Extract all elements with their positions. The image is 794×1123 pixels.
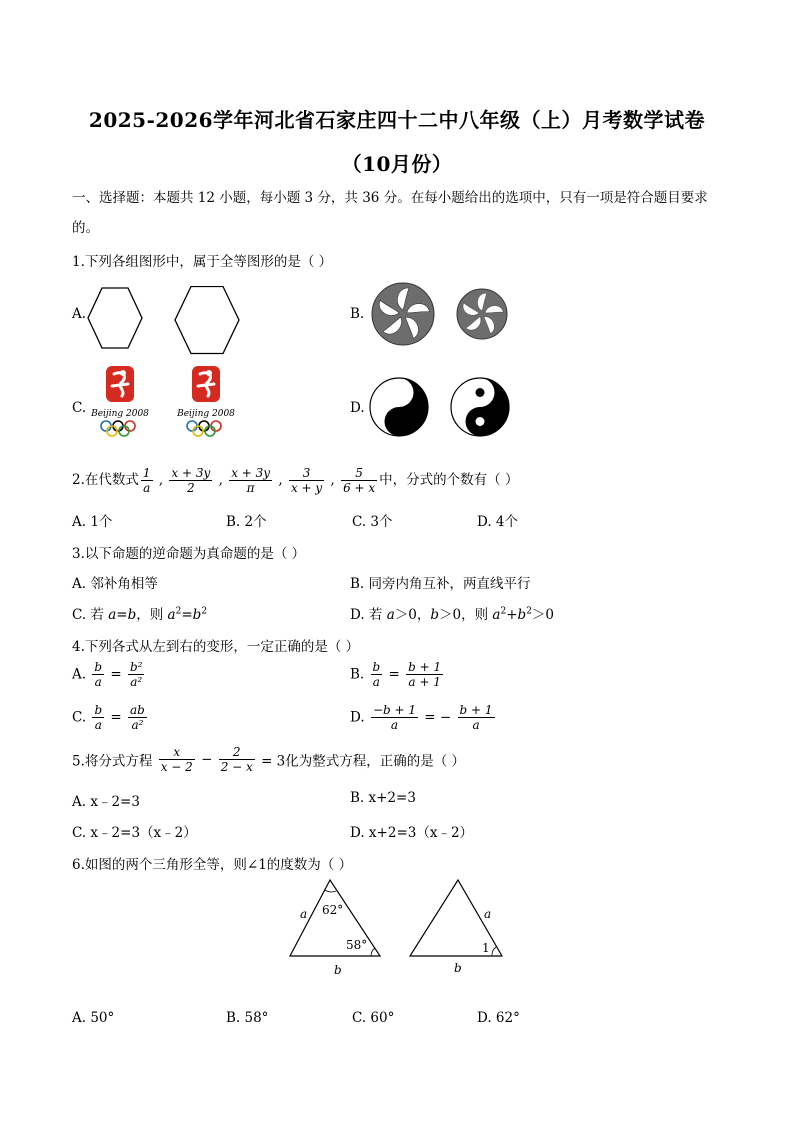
q2-option-b: B. 2个 <box>226 514 267 530</box>
yinyang-left <box>370 378 428 436</box>
q4-option-d: D. $\frac{-b + 1}{a}$ = − $\frac{b + 1}{a}$ <box>350 703 493 732</box>
q1-yinyang-figure <box>368 376 514 440</box>
olympic-rings-right <box>187 421 221 436</box>
q3-option-c: C. 若 a=b，则 $a^2=b^2$ <box>72 606 208 623</box>
section-instructions: 一、选择题：本题共 12 小题，每小题 3 分，共 36 分。在每小题给出的选项中，只有一项是符合题目要求 <box>72 190 708 206</box>
beijing-2008-text-left: Beijing 2008 <box>91 409 149 419</box>
q3-option-b: B. 同旁内角互补，两直线平行 <box>350 576 531 592</box>
q2-fraction-5: $\frac{5}{6 + x}$ <box>343 466 376 495</box>
q5-option-c: C. x﹣2=3（x﹣2） <box>72 825 197 841</box>
question-5-stem: 5.将分式方程 $\frac{x}{x - 2}$ − $\frac{2}{2 - x}$ = 3化为整式方程，正确的是（ ） <box>72 745 466 774</box>
large-bauhinia-emblem <box>372 283 434 345</box>
q4-option-a: A. $\frac{b}{a}$ = $\frac{\text{b²}}{\text{a²}}$ <box>72 660 143 689</box>
angle-62-label: 62° <box>322 903 344 917</box>
small-bauhinia-emblem <box>457 289 507 339</box>
q5-fraction-2: $\frac{2}{2 - x}$ <box>220 745 253 774</box>
q6-option-a: A. 50° <box>72 1010 115 1026</box>
triangle-left <box>290 880 380 977</box>
side-b-label-right: b <box>454 961 462 975</box>
section-instructions-cont: 的。 <box>72 220 99 236</box>
q6-option-b: B. 58° <box>226 1010 269 1026</box>
q5-fraction-1: $\frac{x}{x - 2}$ <box>160 745 193 774</box>
question-2-stem: 2.在代数式 $\frac{1}{a}$ , $\frac{x + 3y}{2}$ , $\frac{x + 3y}{\pi}$ , $\frac{3}{x + y}$ , $\frac{5}{6 + x}$ 中，分式的个数有（ ） <box>72 466 519 495</box>
q6-triangles-figure <box>280 874 510 978</box>
angle-1-label: 1 <box>482 941 490 955</box>
question-4-stem: 4.下列各式从左到右的变形，一定正确的是（ ） <box>72 639 360 655</box>
beijing-2008-logo-left <box>90 366 149 436</box>
yinyang-right <box>451 378 509 436</box>
question-3-stem: 3.以下命题的逆命题为真命题的是（ ） <box>72 546 306 562</box>
q1-hexagons-figure <box>86 286 246 356</box>
q3-option-d: D. 若 a＞0，b＞0，则 $a^2+b^2>0$ <box>350 606 555 623</box>
q1-olympic-logos-figure <box>88 364 248 452</box>
q4-option-b: B. $\frac{b}{a}$ = $\frac{b + 1}{a + 1}$ <box>350 660 442 689</box>
q1-option-c-label: C. <box>72 400 87 416</box>
q3-option-a: A. 邻补角相等 <box>72 576 158 592</box>
exam-subtitle: （10月份） <box>341 152 453 176</box>
side-a-label-right: a <box>484 907 492 921</box>
q2-option-d: D. 4个 <box>477 514 519 530</box>
beijing-2008-logo-right <box>176 366 235 436</box>
exam-title: 2025-2026学年河北省石家庄四十二中八年级（上）月考数学试卷 <box>88 108 706 132</box>
beijing-2008-text-right: Beijing 2008 <box>177 409 235 419</box>
question-1-stem: 1.下列各组图形中，属于全等图形的是（ ） <box>72 254 333 270</box>
q4-option-c: C. $\frac{b}{a}$ = $\frac{ab}{\text{a²}}$ <box>72 703 145 732</box>
q1-bauhinia-figure <box>366 282 516 348</box>
small-hexagon <box>88 288 142 348</box>
q2-fraction-1: $\frac{1}{a}$ <box>142 466 151 495</box>
side-b-label-left: b <box>334 963 342 977</box>
triangle-right <box>410 880 502 975</box>
olympic-rings-left <box>101 421 135 436</box>
angle-58-label: 58° <box>346 938 368 952</box>
q2-option-c: C. 3个 <box>352 514 393 530</box>
q2-fraction-4: $\frac{3}{x + y}$ <box>290 466 323 495</box>
large-hexagon <box>175 287 239 354</box>
q1-option-a-label: A. <box>72 306 87 322</box>
q6-option-c: C. 60° <box>352 1010 395 1026</box>
q1-option-d-label: D. <box>350 400 365 416</box>
q5-option-d: D. x+2=3（x﹣2） <box>350 825 474 841</box>
q2-option-a: A. 1个 <box>72 514 113 530</box>
question-6-stem: 6.如图的两个三角形全等，则∠1的度数为（ ） <box>72 857 353 873</box>
q5-option-a: A. x﹣2=3 <box>72 794 140 810</box>
q2-fraction-3: $\frac{x + 3y}{\pi}$ <box>231 466 271 495</box>
q2-fraction-2: $\frac{x + 3y}{2}$ <box>171 466 211 495</box>
q1-option-b-label: B. <box>350 306 365 322</box>
side-a-label-left: a <box>300 907 308 921</box>
q6-option-d: D. 62° <box>477 1010 520 1026</box>
q5-option-b: B. x+2=3 <box>350 790 416 806</box>
